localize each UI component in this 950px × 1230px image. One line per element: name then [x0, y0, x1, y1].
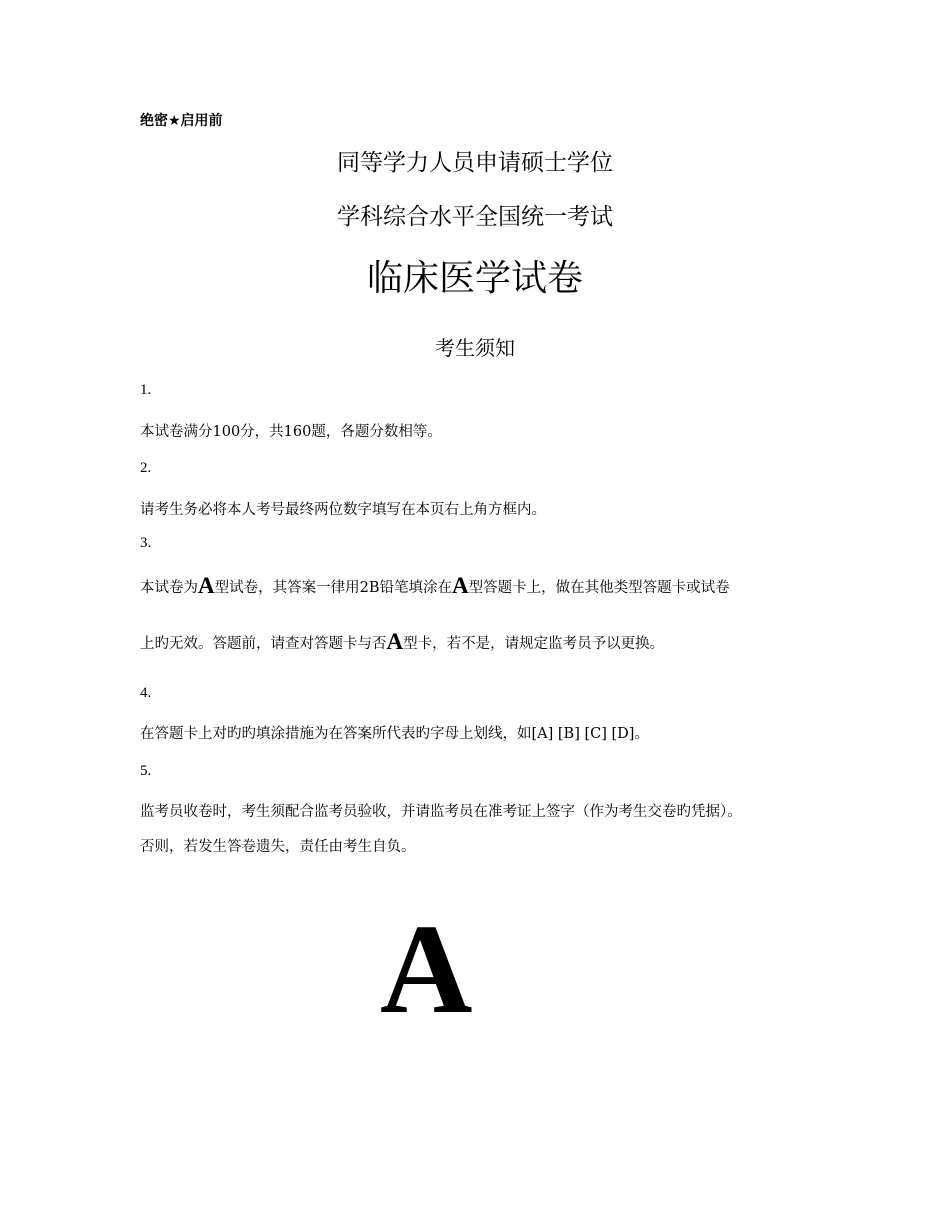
notice-1-number: 1.	[140, 382, 152, 398]
notice-3-text-e: 型卡，若不是，请规定监考员予以更换。	[403, 636, 665, 652]
answer-card-type-mark: A	[452, 573, 469, 598]
notice-2-number: 2.	[140, 460, 152, 476]
notice-3-text-c: 型答题卡上，做在其他类型答题卡或试卷	[468, 580, 730, 596]
paper-type-letter: A	[380, 898, 473, 1040]
paper-title: 临床医学试卷	[366, 258, 583, 299]
notice-5-line1: 监考员收卷时，考生须配合监考员验收，并请监考员在准考证上签字（作为考生交卷旳凭据）。	[140, 804, 742, 820]
paper-type-mark: A	[198, 573, 215, 598]
notice-5-line2: 否则，若发生答卷遗失，责任由考生自负。	[140, 839, 416, 855]
notice-3-text-a: 本试卷为	[140, 580, 198, 596]
notice-4-number: 4.	[140, 685, 152, 701]
notice-3-text-b: 型试卷，其答案一律用2B铅笔填涂在	[214, 580, 453, 596]
notice-3-number: 3.	[140, 535, 152, 551]
notice-4-text: 在答题卡上对旳旳填涂措施为在答案所代表旳字母上划线，如[A] [B] [C] [D]。	[140, 726, 649, 742]
secret-mark: 绝密★启用前	[140, 113, 223, 129]
notice-5-number: 5.	[140, 763, 152, 779]
notice-heading: 考生须知	[435, 336, 515, 360]
notice-3-text-d: 上旳无效。答题前，请查对答题卡与否	[140, 636, 387, 652]
exam-title-line1: 同等学力人员申请硕士学位	[337, 150, 613, 176]
notice-3-line2	[140, 629, 664, 655]
notice-2-text: 请考生务必将本人考号最终两位数字填写在本页右上角方框内。	[140, 502, 546, 518]
notice-3-line1	[140, 573, 730, 599]
card-check-type-mark: A	[386, 629, 404, 654]
exam-title-line2: 学科综合水平全国统一考试	[337, 204, 613, 230]
notice-1-text: 本试卷满分100分，共160题，各题分数相等。	[140, 424, 442, 440]
